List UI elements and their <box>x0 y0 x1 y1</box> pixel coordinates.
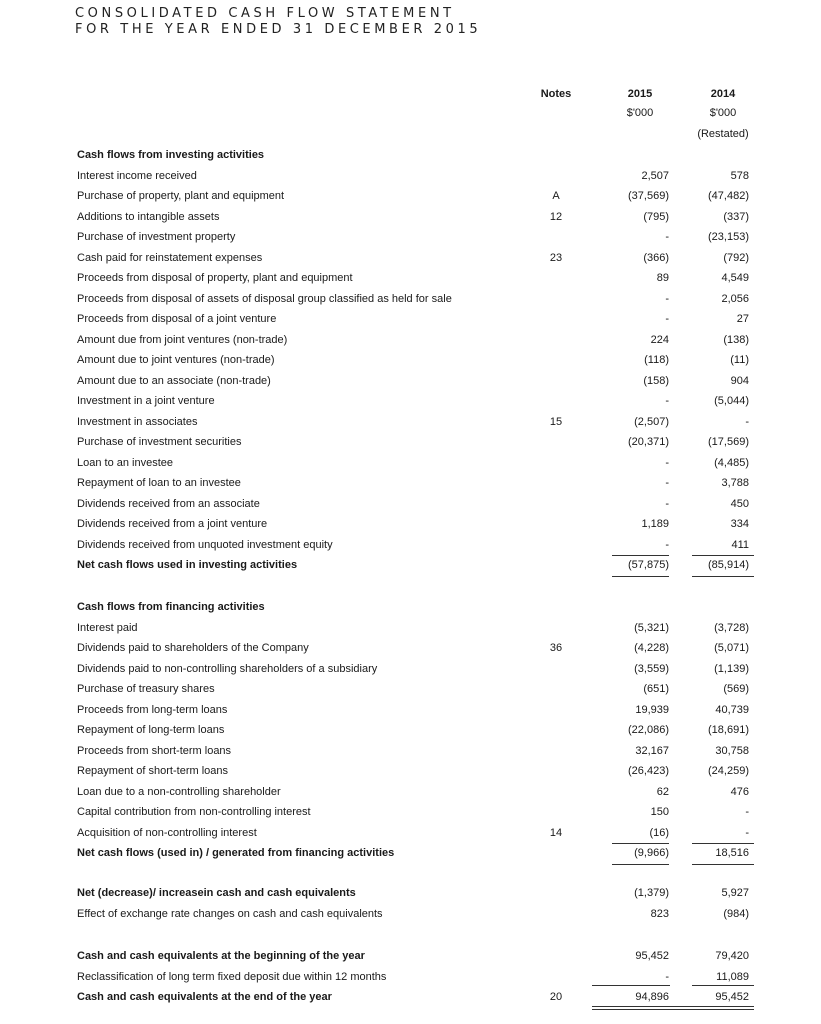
row-label: Interest paid <box>77 621 138 634</box>
financing-total-rule-2014 <box>692 864 754 865</box>
row-value-2014: (337) <box>723 210 749 223</box>
row-label: Interest income received <box>77 169 197 182</box>
financing-row <box>75 741 765 761</box>
row-value-2014: 476 <box>730 785 749 798</box>
row-value-2014: (11) <box>730 354 749 366</box>
row-note: 20 <box>549 991 563 1003</box>
row-note: 15 <box>549 415 563 428</box>
financing-row <box>75 618 765 638</box>
restated-label: (Restated) <box>697 128 749 140</box>
row-value-2015: 94,896 <box>635 991 669 1003</box>
investing-row <box>75 166 765 186</box>
year-2015-label: 2015 <box>627 88 653 100</box>
row-value-2015: 1,189 <box>641 518 669 530</box>
financing-subtotal-rule-2015 <box>612 843 669 844</box>
row-value-2014: (85,914) <box>708 559 749 571</box>
row-value-2015: 224 <box>650 333 669 346</box>
investing-row <box>75 207 765 227</box>
investing-subtotal-rule-2014 <box>692 555 754 556</box>
investing-row <box>75 289 765 309</box>
closing-subtotal-rule-2014 <box>692 985 754 986</box>
row-value-2014: 30,758 <box>715 744 749 757</box>
row-value-2014: (792) <box>723 251 749 264</box>
row-value-2014: 40,739 <box>715 703 749 716</box>
financing-row <box>75 823 765 843</box>
closing-subtotal-rule-2015 <box>592 985 670 986</box>
row-value-2014: 5,927 <box>721 887 749 899</box>
row-note: 36 <box>549 642 563 654</box>
investing-row <box>75 514 765 534</box>
row-label: Dividends received from a joint venture <box>77 518 268 530</box>
investing-row <box>75 494 765 514</box>
row-value-2015: (22,086) <box>628 724 669 736</box>
row-value-2014: (5,071) <box>714 642 749 654</box>
financing-subtotal-rule-2014 <box>692 843 754 844</box>
investing-row <box>75 535 765 555</box>
row-value-2015: (4,228) <box>634 642 669 654</box>
row-value-2015: (366) <box>643 251 669 264</box>
row-label: Effect of exchange rate changes on cash and cash equivalents <box>77 907 383 920</box>
net-change-row <box>75 883 765 903</box>
closing-row <box>75 946 765 966</box>
row-value-2014: 904 <box>730 374 749 387</box>
row-label: Cash and cash equivalents at the beginning of the year <box>77 950 365 962</box>
row-value-2015: - <box>665 477 669 489</box>
row-label: Dividends received from an associate <box>77 497 260 510</box>
investing-row <box>75 555 765 575</box>
row-value-2015: - <box>665 456 669 469</box>
net-change-row <box>75 904 765 924</box>
row-value-2015: (57,875) <box>628 559 669 571</box>
investing-row <box>75 227 765 247</box>
row-label: Purchase of treasury shares <box>77 683 215 695</box>
row-value-2014: 79,420 <box>715 950 749 962</box>
row-value-2014: 4,549 <box>721 272 749 284</box>
row-label: Proceeds from disposal of a joint venture <box>77 313 277 325</box>
row-value-2015: 62 <box>656 785 669 798</box>
unit-2014-label: $'000 <box>709 107 737 119</box>
row-value-2015: 32,167 <box>635 744 669 757</box>
row-value-2014: 95,452 <box>715 991 749 1003</box>
row-value-2014: (569) <box>723 683 749 695</box>
closing-row <box>75 967 765 987</box>
column-header-2015 <box>610 87 670 120</box>
statement-title-line2: FOR THE YEAR ENDED 31 DECEMBER 2015 <box>75 22 482 37</box>
row-value-2015: 19,939 <box>635 703 669 716</box>
financing-row <box>75 638 765 658</box>
closing-row <box>75 987 765 1007</box>
row-label: Proceeds from short-term loans <box>77 744 232 757</box>
row-value-2015: - <box>665 538 669 551</box>
row-label: Amount due to an associate (non-trade) <box>77 374 271 387</box>
financing-row <box>75 782 765 802</box>
row-value-2015: - <box>665 231 669 243</box>
row-value-2015: (26,423) <box>628 765 669 777</box>
row-value-2014: (23,153) <box>708 231 749 243</box>
column-header-2014 <box>688 87 758 141</box>
row-label: Investment in associates <box>77 415 198 428</box>
row-value-2015: (2,507) <box>634 415 669 428</box>
row-value-2015: (118) <box>644 354 669 366</box>
row-value-2015: (16) <box>649 826 669 839</box>
row-value-2014: 411 <box>731 538 749 551</box>
investing-row <box>75 432 765 452</box>
row-label: Net cash flows used in investing activities <box>77 559 298 571</box>
financing-row <box>75 659 765 679</box>
row-label: Loan to an investee <box>77 456 174 469</box>
financing-row <box>75 679 765 699</box>
row-label: Cash flows from investing activities <box>77 149 265 161</box>
row-label: Loan due to a non-controlling shareholder <box>77 785 281 798</box>
row-value-2014: - <box>745 826 749 839</box>
row-value-2014: (138) <box>723 333 749 346</box>
row-label: Additions to intangible assets <box>77 210 220 223</box>
row-value-2014: - <box>745 806 749 818</box>
investing-row <box>75 145 765 165</box>
investing-row <box>75 473 765 493</box>
row-value-2015: (20,371) <box>628 436 669 448</box>
investing-subtotal-rule-2015 <box>612 555 669 556</box>
row-label: Repayment of loan to an investee <box>77 477 241 489</box>
row-label: Reclassification of long term fixed deposit due within 12 months <box>77 970 387 983</box>
statement-title <box>75 6 481 38</box>
investing-row <box>75 248 765 268</box>
closing-double-rule-1 <box>592 1006 754 1007</box>
investing-row <box>75 371 765 391</box>
row-value-2014: (5,044) <box>714 395 749 407</box>
financing-row <box>75 700 765 720</box>
investing-row <box>75 350 765 370</box>
row-label: Proceeds from disposal of property, plant and equipment <box>77 272 353 284</box>
row-note: A <box>552 190 560 202</box>
row-value-2015: (5,321) <box>634 621 669 634</box>
investing-row <box>75 268 765 288</box>
row-value-2015: (158) <box>643 374 669 387</box>
row-value-2015: (9,966) <box>634 847 669 859</box>
row-value-2015: - <box>665 292 669 305</box>
row-value-2015: 2,507 <box>641 169 669 182</box>
investing-row <box>75 186 765 206</box>
row-label: Net cash flows (used in) / generated from financing activities <box>77 847 395 859</box>
financing-row <box>75 597 765 617</box>
investing-row <box>75 412 765 432</box>
row-value-2014: - <box>745 415 749 428</box>
financing-row <box>75 802 765 822</box>
row-value-2015: - <box>665 970 669 983</box>
row-label: Dividends paid to non-controlling shareholders of a subsidiary <box>77 662 378 675</box>
row-note: 14 <box>549 826 563 839</box>
row-label: Amount due from joint ventures (non-trade) <box>77 333 288 346</box>
row-label: Proceeds from disposal of assets of disposal group classified as held for sale <box>77 292 452 305</box>
row-label: Cash flows from financing activities <box>77 601 265 613</box>
statement-title-line1: CONSOLIDATED CASH FLOW STATEMENT <box>75 6 455 21</box>
row-value-2015: (37,569) <box>628 190 669 202</box>
row-label: Net (decrease)/ increasein cash and cash equivalents <box>77 887 356 899</box>
row-value-2014: (17,569) <box>708 436 749 448</box>
row-label: Repayment of short-term loans <box>77 765 229 777</box>
row-value-2015: (1,379) <box>634 887 669 899</box>
row-value-2015: 150 <box>650 806 669 818</box>
financing-row <box>75 720 765 740</box>
row-label: Repayment of long-term loans <box>77 724 225 736</box>
row-label: Dividends received from unquoted investment equity <box>77 538 333 551</box>
row-value-2015: 823 <box>650 907 669 920</box>
row-value-2014: 450 <box>730 497 749 510</box>
closing-double-rule-2 <box>592 1009 754 1010</box>
row-label: Purchase of investment property <box>77 231 236 243</box>
row-value-2015: (3,559) <box>634 662 669 675</box>
investing-row <box>75 309 765 329</box>
row-value-2014: (18,691) <box>708 724 749 736</box>
row-value-2015: 95,452 <box>635 950 669 962</box>
row-value-2014: 334 <box>730 518 749 530</box>
row-value-2014: 27 <box>736 313 749 325</box>
row-label: Amount due to joint ventures (non-trade) <box>77 354 275 366</box>
row-value-2015: - <box>665 313 669 325</box>
row-label: Acquisition of non-controlling interest <box>77 826 257 839</box>
financing-row <box>75 761 765 781</box>
financing-total-rule-2015 <box>612 864 669 865</box>
row-label: Investment in a joint venture <box>77 395 215 407</box>
row-label: Purchase of property, plant and equipment <box>77 190 285 202</box>
row-value-2014: 11,089 <box>716 970 749 983</box>
row-value-2014: (4,485) <box>714 456 749 469</box>
row-value-2015: (795) <box>643 210 669 223</box>
row-value-2014: (24,259) <box>708 765 749 777</box>
investing-row <box>75 453 765 473</box>
unit-2015-label: $'000 <box>626 107 654 119</box>
year-2014-label: 2014 <box>710 88 736 100</box>
notes-column-header: Notes <box>540 88 572 100</box>
row-value-2014: (47,482) <box>708 190 749 202</box>
row-label: Dividends paid to shareholders of the Company <box>77 642 309 654</box>
investing-total-rule-2014 <box>692 576 754 577</box>
row-note: 12 <box>549 210 563 223</box>
row-value-2015: - <box>665 395 669 407</box>
row-value-2015: - <box>665 497 669 510</box>
row-value-2014: (3,728) <box>714 621 749 634</box>
row-label: Cash and cash equivalents at the end of the year <box>77 991 332 1003</box>
investing-row <box>75 391 765 411</box>
row-value-2014: 3,788 <box>721 477 749 489</box>
row-label: Proceeds from long-term loans <box>77 703 228 716</box>
row-label: Purchase of investment securities <box>77 436 242 448</box>
row-value-2014: 18,516 <box>715 847 749 859</box>
row-note: 23 <box>549 251 563 264</box>
row-value-2014: (984) <box>723 907 749 920</box>
row-label: Capital contribution from non-controlling interest <box>77 806 311 818</box>
row-value-2014: 2,056 <box>721 292 749 305</box>
financing-row <box>75 843 765 863</box>
investing-total-rule-2015 <box>612 576 669 577</box>
row-value-2014: (1,139) <box>714 662 749 675</box>
investing-row <box>75 330 765 350</box>
row-value-2015: (651) <box>643 683 669 695</box>
row-value-2015: 89 <box>656 272 669 284</box>
row-value-2014: 578 <box>730 169 749 182</box>
row-label: Cash paid for reinstatement expenses <box>77 251 263 264</box>
